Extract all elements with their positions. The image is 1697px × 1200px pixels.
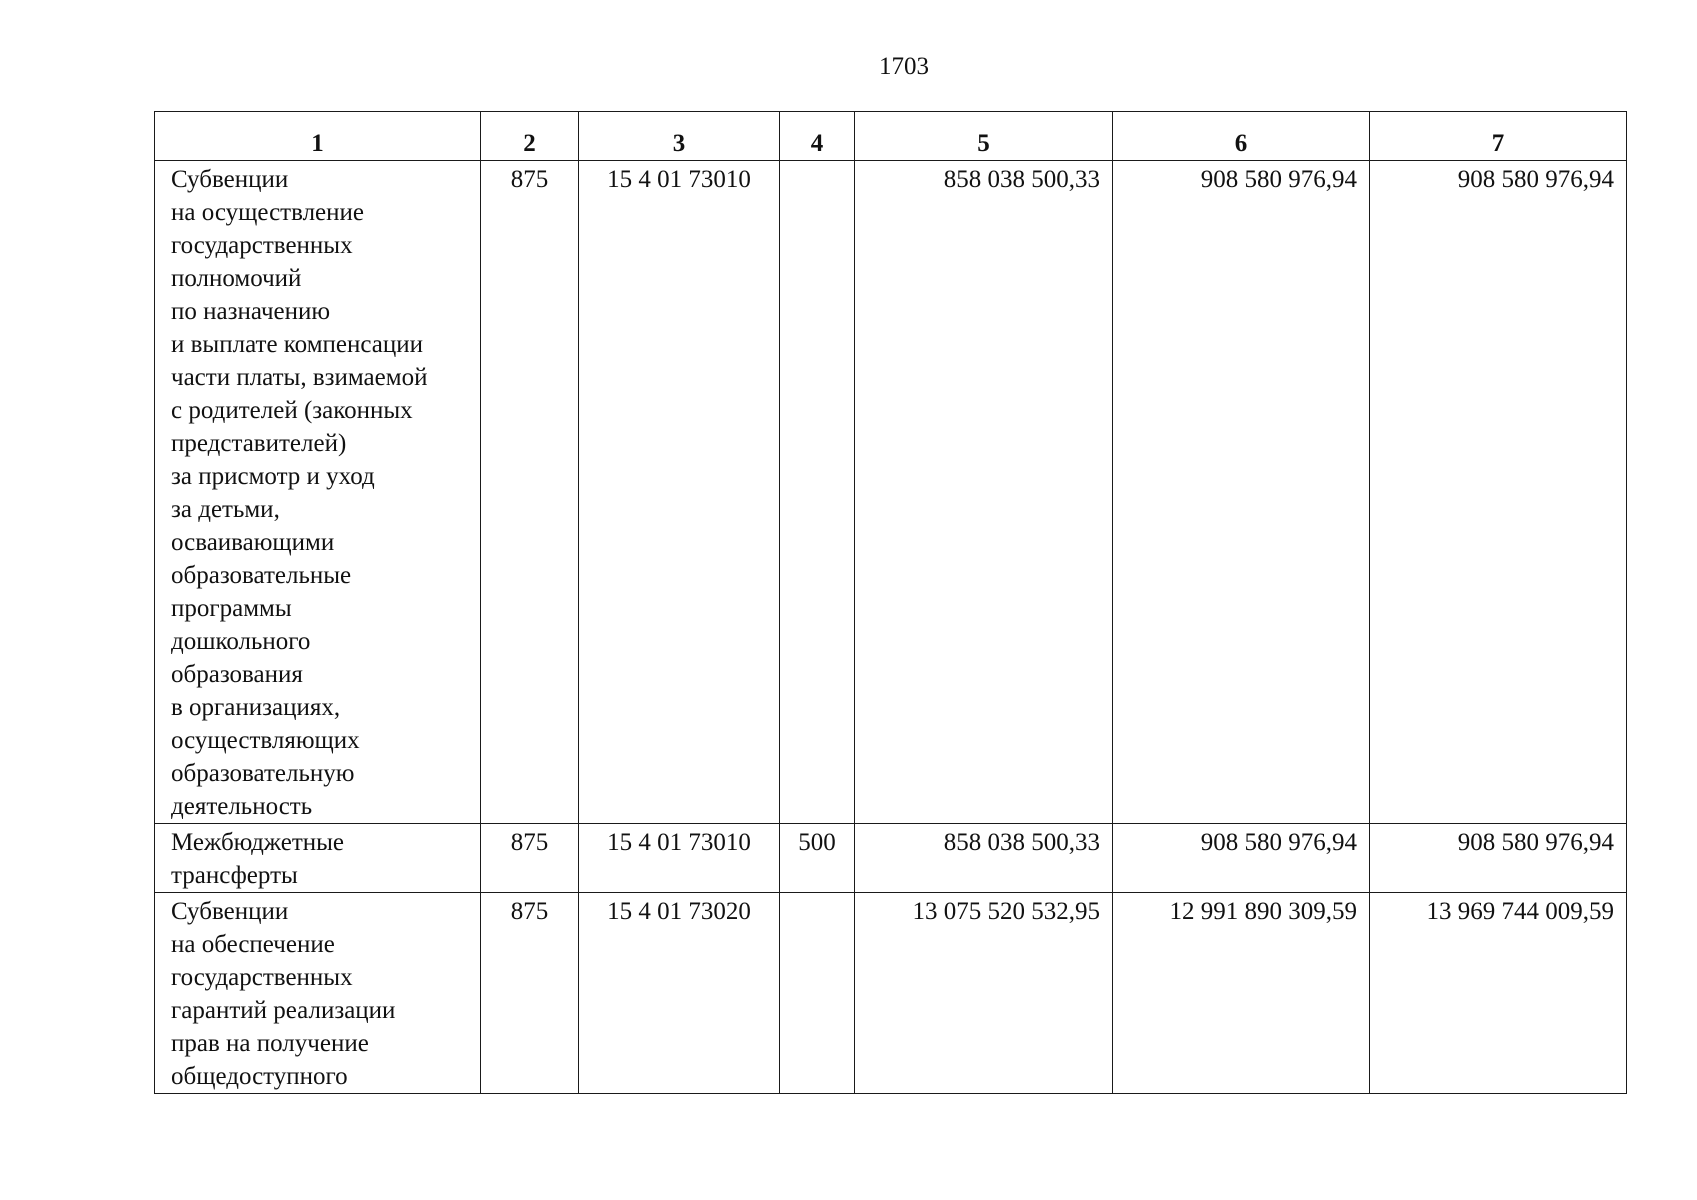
name-line: деятельность xyxy=(171,793,313,820)
header-col-4: 4 xyxy=(780,112,855,161)
name-line: за детьми, xyxy=(171,496,280,523)
header-col-5: 5 xyxy=(855,112,1113,161)
name-line: осуществляющих xyxy=(171,727,360,754)
header-col-7: 7 xyxy=(1370,112,1627,161)
name-line: части платы, взимаемой xyxy=(171,364,428,391)
header-col-3: 3 xyxy=(579,112,780,161)
name-line: образования xyxy=(171,661,303,688)
name-line: общедоступного xyxy=(171,1063,348,1090)
row-col6-cell: 908 580 976,94 xyxy=(1113,161,1370,824)
row-col7-cell: 908 580 976,94 xyxy=(1370,161,1627,824)
name-line: трансферты xyxy=(171,862,298,889)
header-col-2: 2 xyxy=(481,112,579,161)
row-name-cell xyxy=(155,161,481,824)
row-col4-cell xyxy=(780,893,855,1094)
row-col2-cell: 875 xyxy=(481,824,579,893)
name-line: государственных xyxy=(171,232,353,259)
header-col-6: 6 xyxy=(1113,112,1370,161)
name-line: государственных xyxy=(171,964,353,991)
table-row xyxy=(155,893,1627,1094)
row-col5-cell: 13 075 520 532,95 xyxy=(855,893,1113,1094)
table-row xyxy=(155,824,1627,893)
header-col-1: 1 xyxy=(155,112,481,161)
name-line: прав на получение xyxy=(171,1030,369,1057)
row-col3-cell: 15 4 01 73010 xyxy=(579,824,780,893)
row-col6-cell: 12 991 890 309,59 xyxy=(1113,893,1370,1094)
row-col7-cell: 908 580 976,94 xyxy=(1370,824,1627,893)
row-name-cell xyxy=(155,893,481,1094)
row-col2-cell: 875 xyxy=(481,893,579,1094)
row-col7-cell: 13 969 744 009,59 xyxy=(1370,893,1627,1094)
row-col5-cell: 858 038 500,33 xyxy=(855,161,1113,824)
name-line: осваивающими xyxy=(171,529,335,556)
table-row xyxy=(155,161,1627,824)
row-col6-cell: 908 580 976,94 xyxy=(1113,824,1370,893)
name-line: с родителей (законных xyxy=(171,397,413,424)
name-line: на обеспечение xyxy=(171,931,335,958)
name-line: и выплате компенсации xyxy=(171,331,424,358)
page-number: 1703 xyxy=(879,53,929,80)
name-line: за присмотр и уход xyxy=(171,463,375,490)
name-line: программы xyxy=(171,595,292,622)
name-line: на осуществление xyxy=(171,199,365,226)
name-line: образовательные xyxy=(171,562,352,589)
row-col3-cell: 15 4 01 73010 xyxy=(579,161,780,824)
name-line: представителей) xyxy=(171,430,347,457)
row-col4-cell xyxy=(780,161,855,824)
row-name-cell xyxy=(155,824,481,893)
name-line: по назначению xyxy=(171,298,331,325)
name-line: Межбюджетные xyxy=(171,829,345,856)
row-col5-cell: 858 038 500,33 xyxy=(855,824,1113,893)
name-line: Субвенции xyxy=(171,898,289,925)
row-col4-cell: 500 xyxy=(780,824,855,893)
name-line: в организациях, xyxy=(171,694,341,721)
budget-table xyxy=(154,111,1627,1094)
header-row xyxy=(155,112,1627,161)
row-col3-cell: 15 4 01 73020 xyxy=(579,893,780,1094)
name-line: Субвенции xyxy=(171,166,289,193)
name-line: дошкольного xyxy=(171,628,311,655)
name-line: полномочий xyxy=(171,265,302,292)
name-line: гарантий реализации xyxy=(171,997,396,1024)
row-col2-cell: 875 xyxy=(481,161,579,824)
name-line: образовательную xyxy=(171,760,355,787)
